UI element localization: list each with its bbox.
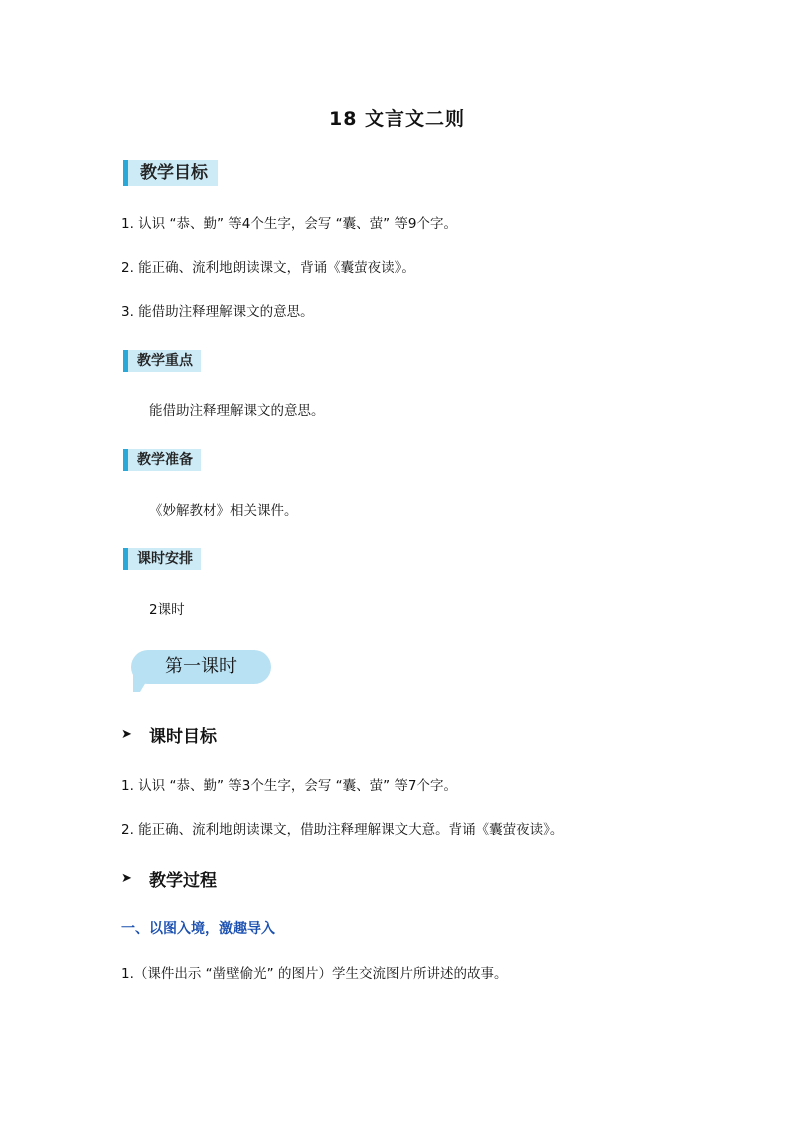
teaching-goal-item-3: 3. 能借助注释理解课文的意思。 <box>121 304 314 320</box>
teaching-process-heading-label: 教学过程 <box>149 871 217 891</box>
key-points-text: 能借助注释理解课文的意思。 <box>149 403 325 419</box>
lesson-one-bubble: 第一课时 <box>131 650 271 684</box>
schedule-text: 2课时 <box>149 602 185 618</box>
key-points-heading: 教学重点 <box>123 350 201 372</box>
preparation-heading: 教学准备 <box>123 449 201 471</box>
teaching-goal-item-2: 2. 能正确、流利地朗读课文，背诵《囊萤夜读》。 <box>121 260 415 276</box>
lesson-goals-heading-label: 课时目标 <box>149 727 217 747</box>
teaching-goals-heading: 教学目标 <box>123 160 218 186</box>
preparation-text: 《妙解教材》相关课件。 <box>149 503 298 519</box>
lesson-one-banner <box>131 650 273 694</box>
chevron-right-icon: ➤ <box>121 871 132 886</box>
lesson-goal-item-1: 1. 认识 “恭、勤” 等3个生字，会写 “囊、萤” 等7个字。 <box>121 778 457 794</box>
chevron-right-icon: ➤ <box>121 727 132 742</box>
schedule-heading: 课时安排 <box>123 548 201 570</box>
lesson-goal-item-2: 2. 能正确、流利地朗读课文，借助注释理解课文大意。背诵《囊萤夜读》。 <box>121 822 564 838</box>
step-one-heading: 一、以图入境，激趣导入 <box>121 921 275 937</box>
teaching-process-heading <box>121 866 217 891</box>
lesson-goals-heading <box>121 722 217 747</box>
step-one-item-1: 1.（课件出示 “凿壁偷光” 的图片）学生交流图片所讲述的故事。 <box>121 966 508 982</box>
teaching-goal-item-1: 1. 认识 “恭、勤” 等4个生字，会写 “囊、萤” 等9个字。 <box>121 216 457 232</box>
page-title: 18 文言文二则 <box>328 108 466 130</box>
